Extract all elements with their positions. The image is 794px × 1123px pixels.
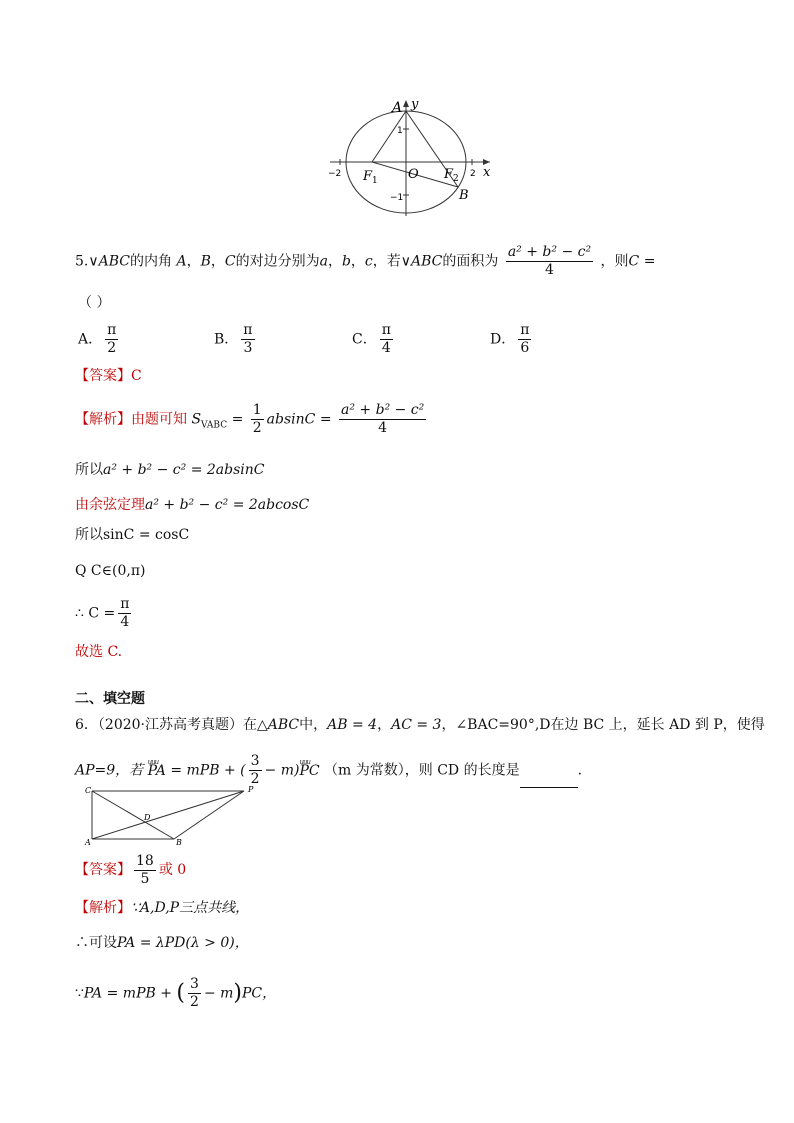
option-D: D． $\frac{\pi}{6}$ [490, 322, 530, 356]
label-y: y [411, 97, 419, 112]
option-B: B． $\frac{\pi}{3}$ [214, 322, 253, 356]
q5-analysis-line4: 所以sinC = cosC [75, 527, 190, 543]
q5-answer: 【答案】C [75, 368, 142, 384]
parallelogram-figure [80, 782, 270, 850]
q6-stem-line2: AP=9，若 uuu PA = mPB + ( $\frac{3}{2}$ − m)uuu PC （m 为常数），则 CD 的长度是 . [75, 753, 582, 788]
q6-analysis-line2: ∴可设PA = λPD(λ > 0)， [75, 935, 249, 951]
answer-blank [520, 773, 578, 788]
q6-stem-line1: 6．（2020·江苏高考真题）在△ABC中，AB = 4，AC = 3，∠BAC=90°,D在边 BC 上，延长 AD 到 P，使得 [75, 717, 765, 733]
q6-analysis-line3: ∵PA = mPB + ( $\frac{3}{2}$ − m)PC， [75, 976, 277, 1010]
fig-label-P: P [248, 785, 254, 794]
tick-label-1: 1 [397, 126, 403, 136]
y-axis-arrow [403, 100, 409, 107]
section-title: 二、填空题 [75, 691, 145, 707]
q5-answer-paren: （ ） [78, 295, 111, 311]
option-A: A． $\frac{\pi}{2}$ [78, 322, 117, 356]
fig-label-C: C [85, 786, 92, 795]
q5-number: 5. [75, 253, 89, 270]
label-O: O [408, 167, 419, 182]
fig-label-B: B [176, 838, 182, 847]
label-x: x [483, 165, 491, 180]
option-C: C． $\frac{\pi}{4}$ [352, 322, 391, 356]
label-A: A [392, 100, 403, 116]
ellipse-figure [326, 96, 496, 221]
segment-AF1 [372, 111, 406, 162]
fig-label-D: D [144, 813, 151, 822]
area-fraction: $\frac{\text{a² + b² − c²}}{4}$ [507, 244, 592, 278]
label-F1: $F_1$ [363, 169, 378, 186]
q6-analysis-line1: 【解析】∵A,D,P三点共线， [75, 900, 250, 916]
tick-label-neg1: −1 [390, 193, 404, 203]
q5-conclusion: 故选 C. [75, 644, 123, 660]
q6-answer: 【答案】 $\frac{18}{5}$ 或 0 [75, 852, 187, 887]
q5-analysis-line5: Q C∈(0,π) [75, 563, 146, 579]
label-B: B [459, 188, 469, 203]
q5-analysis-line1: 【解析】由题可知 $S_{VABC}$ = $\frac{1}{2}$ absinC = $\frac{\text{a² + b² − c²}}{4}$ [75, 402, 425, 436]
q5-stem: 5.∨ABC的内角 A，B，C的对边分别为a，b，c，若∨ABC的面积为 $\frac{\text{a² + b² − c²}}{4}$ ，则C = [75, 244, 656, 278]
tick-label-2: 2 [470, 169, 476, 179]
q5-analysis-line3: 由余弦定理a² + b² − c² = 2abcosC [75, 497, 310, 513]
label-F2: $F_2$ [444, 167, 459, 184]
q5-analysis-line2: 所以a² + b² − c² = 2absinC [75, 462, 265, 478]
tick-label-neg2: −2 [328, 169, 342, 179]
triangle-symbol: ∨ [88, 253, 99, 270]
q5-analysis-line6: ∴ C = $\frac{\pi}{4}$ [75, 596, 130, 630]
fig-label-A: A [85, 838, 91, 847]
